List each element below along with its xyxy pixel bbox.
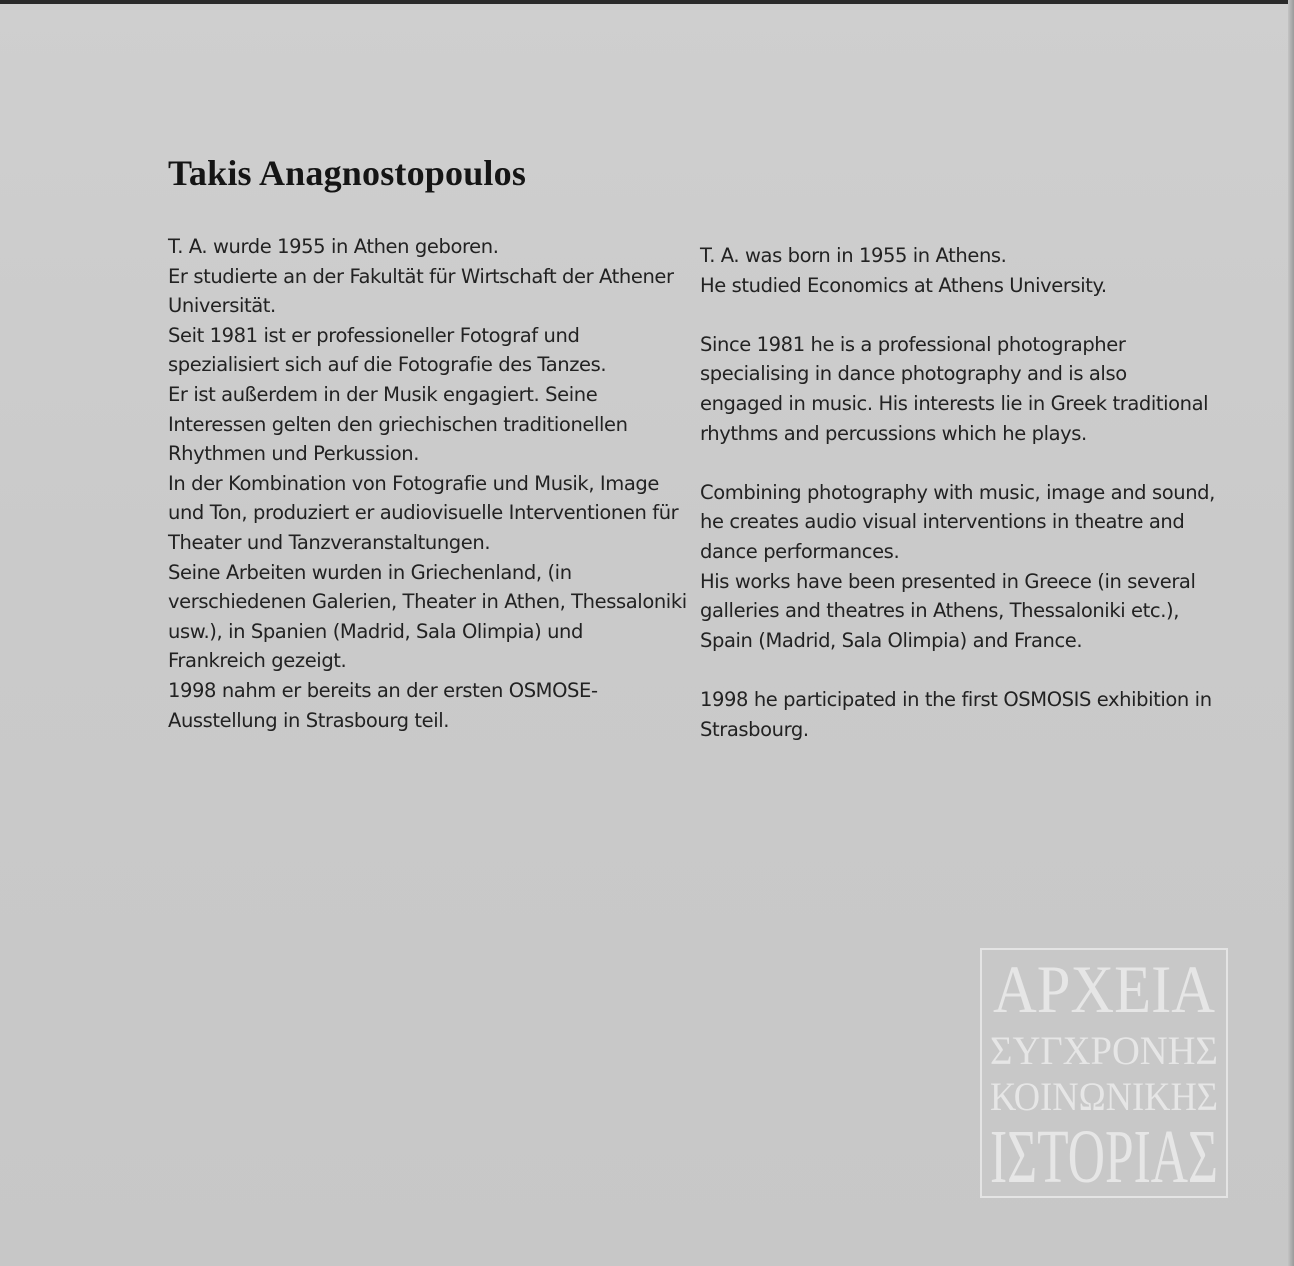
watermark-line-4: ΙΣΤΟΡΙΑΣ — [990, 1115, 1218, 1199]
german-line: Ausstellung in Strasbourg teil. — [168, 708, 450, 732]
german-line: spezialisiert sich auf die Fotografie des Tanzes. — [168, 353, 607, 377]
paragraph-gap — [700, 300, 1220, 330]
paragraph-gap — [700, 655, 1220, 685]
english-line: engaged in music. His interests lie in Greek traditional — [700, 391, 1209, 415]
english-line: 1998 he participated in the first OSMOSIS exhibition in — [700, 687, 1212, 711]
page-right-edge — [1288, 0, 1294, 1266]
archive-watermark-stamp — [980, 948, 1228, 1198]
english-line: He studied Economics at Athens University. — [700, 273, 1107, 297]
english-line: specialising in dance photography and is also — [700, 362, 1127, 386]
german-line: Seine Arbeiten wurden in Griechenland, (in — [168, 560, 572, 584]
english-text-column — [700, 241, 1220, 744]
english-line: His works have been presented in Greece (in several — [700, 569, 1196, 593]
german-line: Er studierte an der Fakultät für Wirtschaft der Athener — [168, 264, 674, 288]
german-line: Er ist außerdem in der Musik engagiert. Seine — [168, 382, 598, 406]
watermark-line-3: ΚΟΙΝΩΝΙΚΗΣ — [990, 1074, 1218, 1119]
german-line: Seit 1981 ist er professioneller Fotograf und — [168, 323, 580, 347]
german-line: Theater und Tanzveranstaltungen. — [168, 530, 491, 554]
german-line: usw.), in Spanien (Madrid, Sala Olimpia) und — [168, 619, 583, 643]
german-text-column — [168, 232, 687, 735]
watermark-line-1: ΑΡΧΕΙΑ — [993, 951, 1215, 1027]
german-line: T. A. wurde 1955 in Athen geboren. — [168, 235, 499, 258]
english-line: Combining photography with music, image and sound, — [700, 480, 1215, 504]
german-line: Rhythmen und Perkussion. — [168, 442, 420, 466]
english-line: rhythms and percussions which he plays. — [700, 421, 1087, 445]
german-line: 1998 nahm er bereits an der ersten OSMOSE- — [168, 678, 598, 702]
paragraph-gap — [700, 448, 1220, 478]
german-line: In der Kombination von Fotografie und Musik, Image — [168, 471, 659, 495]
page-top-edge — [0, 0, 1294, 4]
english-line: galleries and theatres in Athens, Thessaloniki etc.), — [700, 599, 1180, 623]
english-line: Since 1981 he is a professional photographer — [700, 332, 1126, 356]
german-line: und Ton, produziert er audiovisuelle Interventionen für — [168, 501, 679, 525]
german-line: Universität. — [168, 294, 276, 318]
watermark-svg — [982, 950, 1226, 1199]
german-line: Frankreich gezeigt. — [168, 649, 347, 673]
english-line: dance performances. — [700, 539, 900, 563]
english-line: T. A. was born in 1955 in Athens. — [700, 244, 1007, 267]
german-line: Interessen gelten den griechischen traditionellen — [168, 412, 628, 436]
english-line: he creates audio visual interventions in theatre and — [700, 510, 1185, 534]
english-line: Spain (Madrid, Sala Olimpia) and France. — [700, 628, 1083, 652]
german-line: verschiedenen Galerien, Theater in Athen, Thessaloniki — [168, 590, 687, 614]
english-line: Strasbourg. — [700, 717, 809, 741]
page-title: Takis Anagnostopoulos — [168, 153, 527, 193]
watermark-line-2: ΣΥΓΧΡΟΝΗΣ — [990, 1028, 1218, 1073]
